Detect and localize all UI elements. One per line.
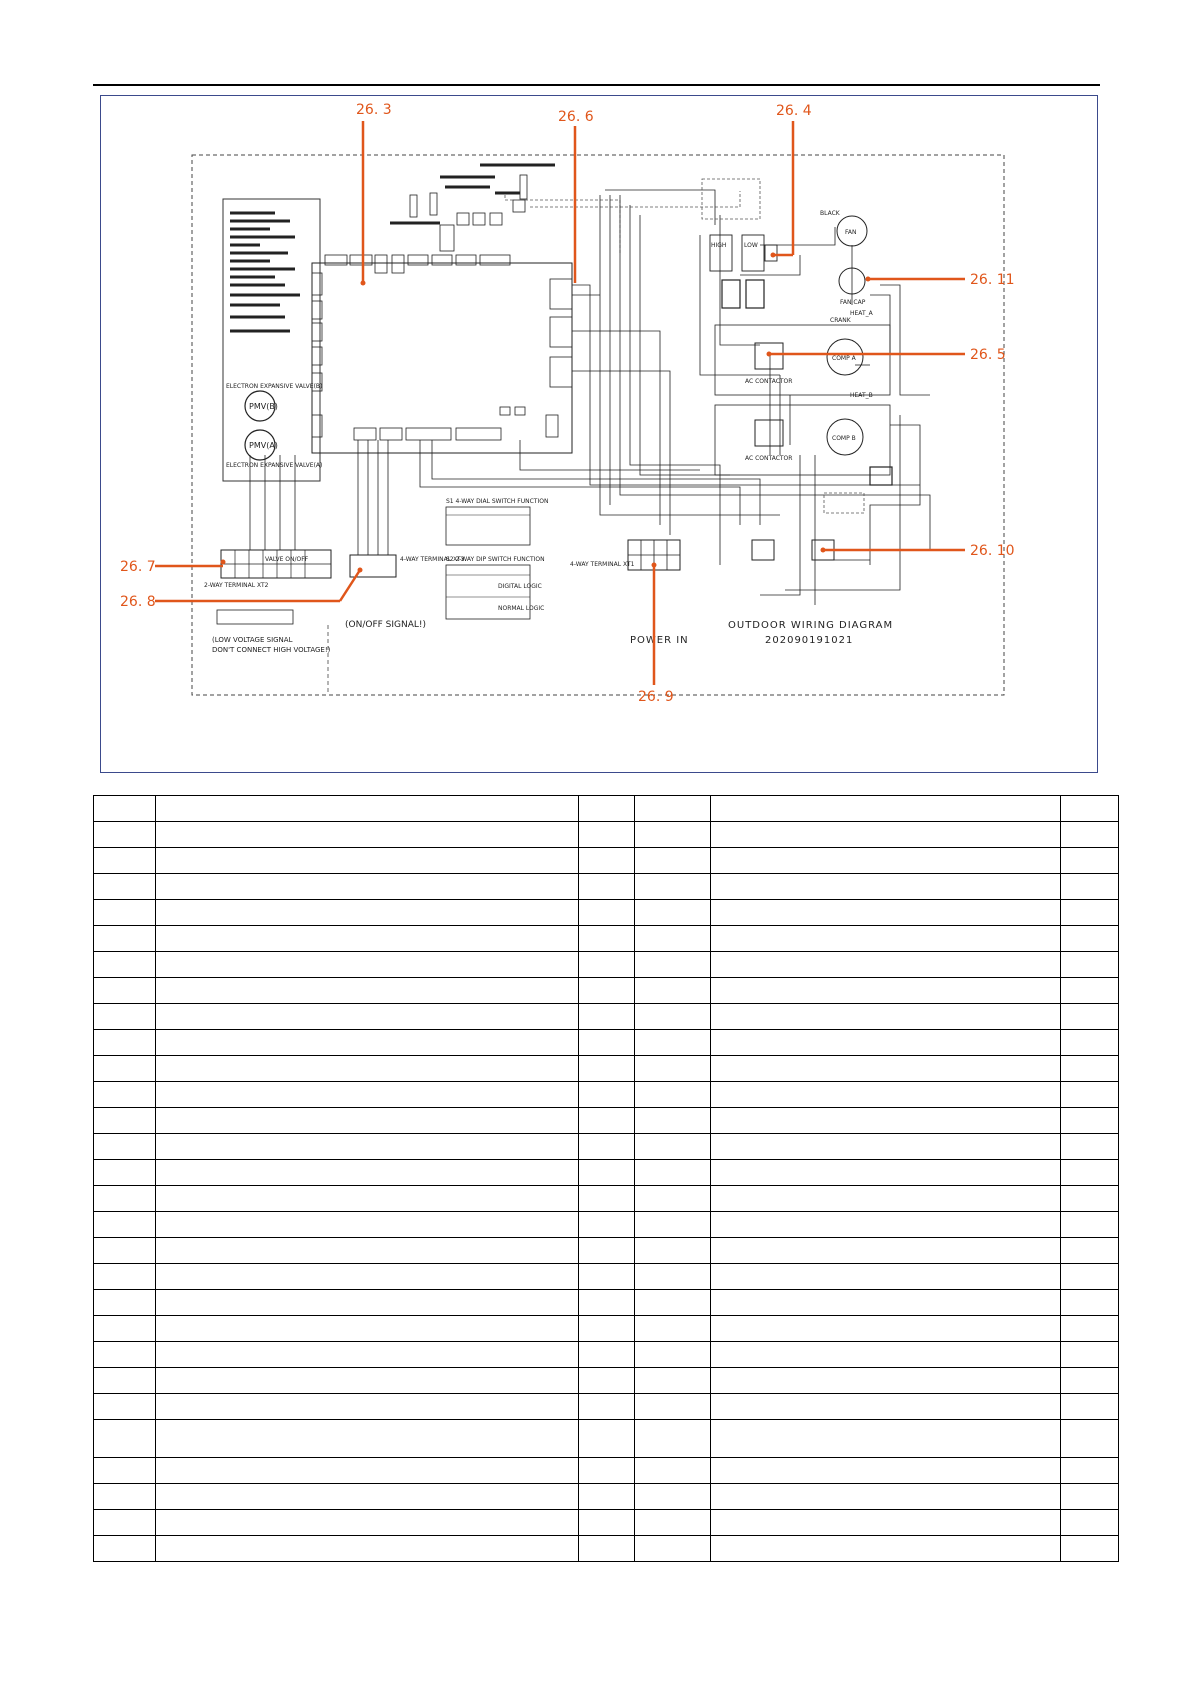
table-cell [1060,1536,1118,1562]
fuse-box [702,179,760,219]
callout-26-9: 26. 9 [638,689,674,705]
table-cell [579,1368,634,1394]
table-cell [1060,1160,1118,1186]
main-pcb [312,263,572,453]
eev-b-label: ELECTRON EXPANSIVE VALVE(B) [226,383,323,390]
table-cell [94,796,156,822]
table-cell [710,900,1060,926]
table-cell [1060,1316,1118,1342]
relay-high-label: HIGH [711,242,727,249]
table-cell [156,1264,579,1290]
table-cell [1060,1238,1118,1264]
table-cell [710,874,1060,900]
table-row [94,822,1119,848]
table-cell [94,1484,156,1510]
table-cell [579,1484,634,1510]
table-cell [710,1342,1060,1368]
table-cell [156,822,579,848]
diagram-title: OUTDOOR WIRING DIAGRAM [728,620,894,631]
parts-table-body [94,796,1119,1562]
fan-cap-label: FAN CAP [840,299,866,306]
table-cell [579,822,634,848]
table-cell [579,848,634,874]
table-cell [94,1186,156,1212]
table-cell [94,1458,156,1484]
contactor-b-block [715,405,890,475]
table-cell [1060,1458,1118,1484]
table-cell [634,874,710,900]
eev-a-label: ELECTRON EXPANSIVE VALVE(A) [226,462,323,469]
table-row [94,1160,1119,1186]
table-cell [579,1536,634,1562]
table-cell [156,1186,579,1212]
table-cell [156,1212,579,1238]
table-cell [634,1316,710,1342]
table-cell [1060,1394,1118,1420]
table-cell [1060,822,1118,848]
table-cell [634,1290,710,1316]
on-off-signal: (ON/OFF SIGNAL!) [345,620,427,630]
table-cell [634,1510,710,1536]
table-cell [710,1290,1060,1316]
table-cell [710,1212,1060,1238]
relay-low [742,235,764,271]
crank-a: CRANK [830,317,851,324]
table-row [94,1342,1119,1368]
table-cell [710,1458,1060,1484]
table-row [94,1290,1119,1316]
table-cell [1060,1420,1118,1458]
table-cell [710,1134,1060,1160]
dip1-table [446,507,530,545]
table-cell [710,1238,1060,1264]
table-cell [579,978,634,1004]
wire-black-fan: BLACK [820,210,840,217]
table-cell [156,926,579,952]
table-row [94,978,1119,1004]
xt2-label: 2-WAY TERMINAL XT2 [204,582,269,589]
table-cell [579,1082,634,1108]
table-row [94,1510,1119,1536]
table-cell [634,1394,710,1420]
table-cell [634,1536,710,1562]
header-rule [93,84,1100,86]
table-cell [579,900,634,926]
table-cell [710,1082,1060,1108]
diagram-code: 202090191021 [765,635,854,646]
wiring-diagram [100,95,1098,773]
table-cell [579,1238,634,1264]
callout-26-7: 26. 7 [120,559,156,575]
table-cell [634,952,710,978]
table-cell [94,1394,156,1420]
table-cell [1060,1134,1118,1160]
table-cell [1060,1030,1118,1056]
table-cell [579,952,634,978]
table-cell [634,1342,710,1368]
table-cell [634,1108,710,1134]
table-cell [94,1264,156,1290]
callout-26-5: 26. 5 [970,347,1006,363]
table-cell [634,848,710,874]
table-cell [579,1212,634,1238]
table-cell [94,848,156,874]
table-row [94,1134,1119,1160]
table-cell [94,1342,156,1368]
table-row [94,1536,1119,1562]
table-cell [710,1160,1060,1186]
table-cell [156,1316,579,1342]
table-row [94,796,1119,822]
table-cell [1060,848,1118,874]
table-cell [1060,1082,1118,1108]
table-row [94,1030,1119,1056]
callout-26-6: 26. 6 [558,109,594,125]
table-row [94,1212,1119,1238]
callout-26-11: 26. 11 [970,272,1015,288]
table-cell [634,1238,710,1264]
table-cell [579,1030,634,1056]
table-cell [94,1056,156,1082]
table-cell [94,1160,156,1186]
table-cell [1060,1368,1118,1394]
table-cell [579,1186,634,1212]
table-cell [579,1108,634,1134]
table-cell [156,978,579,1004]
relay-high [710,235,732,271]
table-cell [94,978,156,1004]
table-cell [634,1056,710,1082]
table-cell [156,1510,579,1536]
table-cell [710,796,1060,822]
table-row [94,1458,1119,1484]
table-row [94,926,1119,952]
table-row [94,1368,1119,1394]
table-cell [634,1186,710,1212]
table-cell [156,848,579,874]
table-row [94,1420,1119,1458]
table-cell [634,978,710,1004]
table-cell [710,1420,1060,1458]
dip2-row2: NORMAL LOGIC [498,605,545,612]
table-cell [94,1316,156,1342]
table-cell [1060,978,1118,1004]
table-cell [156,1004,579,1030]
table-cell [579,874,634,900]
table-cell [94,1108,156,1134]
table-row [94,900,1119,926]
table-cell [1060,900,1118,926]
table-cell [1060,1510,1118,1536]
low-voltage-2: DON'T CONNECT HIGH VOLTAGE!) [212,646,331,654]
table-cell [579,1290,634,1316]
table-cell [156,1056,579,1082]
table-row [94,1082,1119,1108]
table-cell [634,1134,710,1160]
table-cell [579,1134,634,1160]
table-cell [634,1484,710,1510]
table-cell [634,1458,710,1484]
table-cell [1060,1264,1118,1290]
table-cell [1060,1290,1118,1316]
table-row [94,1186,1119,1212]
table-cell [634,926,710,952]
table-cell [156,796,579,822]
table-cell [579,1316,634,1342]
table-cell [156,874,579,900]
table-cell [94,822,156,848]
table-cell [1060,926,1118,952]
parts-table [93,795,1119,1562]
table-cell [156,1134,579,1160]
table-cell [1060,1056,1118,1082]
table-cell [710,1004,1060,1030]
table-cell [634,822,710,848]
power-in-label: POWER IN [630,635,689,646]
table-cell [94,952,156,978]
table-cell [156,1160,579,1186]
table-cell [156,1368,579,1394]
callout-26-10: 26. 10 [970,543,1015,559]
table-cell [1060,796,1118,822]
heat-b: HEAT_B [850,392,873,399]
valve-onoff: VALVE ON/OFF [265,556,309,563]
table-cell [710,978,1060,1004]
comp-a-label: COMP A [832,355,856,362]
table-row [94,1108,1119,1134]
table-cell [579,1342,634,1368]
table-cell [710,822,1060,848]
table-cell [94,1030,156,1056]
table-cell [94,1368,156,1394]
table-cell [579,1510,634,1536]
table-cell [710,1264,1060,1290]
table-cell [579,1160,634,1186]
relay-low-label: LOW [744,242,758,249]
table-row [94,874,1119,900]
table-cell [94,1290,156,1316]
table-cell [156,1484,579,1510]
table-cell [1060,952,1118,978]
table-cell [1060,874,1118,900]
table-cell [579,1394,634,1420]
table-cell [579,926,634,952]
table-cell [94,1004,156,1030]
table-cell [710,1108,1060,1134]
table-cell [156,1458,579,1484]
table-cell [710,1316,1060,1342]
table-cell [710,952,1060,978]
table-cell [634,1420,710,1458]
table-row [94,1264,1119,1290]
table-cell [94,1212,156,1238]
table-cell [1060,1342,1118,1368]
table-cell [634,1082,710,1108]
table-row [94,1056,1119,1082]
table-row [94,1238,1119,1264]
table-cell [156,1394,579,1420]
table-cell [579,1420,634,1458]
table-cell [710,926,1060,952]
table-cell [710,1510,1060,1536]
table-cell [710,1056,1060,1082]
xt1-label: 4-WAY TERMINAL XT1 [570,561,635,568]
table-cell [634,1004,710,1030]
table-cell [94,900,156,926]
dip2-row1: DIGITAL LOGIC [498,583,542,590]
table-cell [710,1536,1060,1562]
pmv-b-label: PMV(B) [249,402,278,411]
table-row [94,1394,1119,1420]
table-cell [710,848,1060,874]
table-cell [94,1536,156,1562]
table-cell [1060,1004,1118,1030]
table-cell [579,1264,634,1290]
ac-contactor-a-label: AC CONTACTOR [745,378,793,385]
ac-contactor-b-label: AC CONTACTOR [745,455,793,462]
table-cell [156,1420,579,1458]
table-cell [579,1458,634,1484]
low-voltage-1: (LOW VOLTAGE SIGNAL [212,636,293,644]
contactor-a-block [715,325,890,395]
heat-a: HEAT_A [850,310,873,317]
comp-b-label: COMP B [832,435,856,442]
pmv-a-label: PMV(A) [249,441,278,450]
table-cell [710,1030,1060,1056]
table-row [94,1316,1119,1342]
table-cell [634,1160,710,1186]
table-cell [94,874,156,900]
callout-26-8: 26. 8 [120,594,156,610]
table-cell [94,1082,156,1108]
dip1-title: S1 4-WAY DIAL SWITCH FUNCTION [446,498,549,505]
table-cell [1060,1186,1118,1212]
unit-boundary [192,155,1004,695]
table-cell [156,1108,579,1134]
table-cell [156,1238,579,1264]
table-cell [156,1030,579,1056]
table-row [94,1004,1119,1030]
table-cell [710,1368,1060,1394]
table-cell [156,900,579,926]
table-cell [634,1212,710,1238]
table-cell [156,1290,579,1316]
table-row [94,952,1119,978]
table-cell [156,1342,579,1368]
table-row [94,1484,1119,1510]
table-row [94,848,1119,874]
table-cell [579,796,634,822]
table-cell [634,1368,710,1394]
table-cell [1060,1108,1118,1134]
table-cell [710,1394,1060,1420]
table-cell [634,796,710,822]
callout-26-4: 26. 4 [776,103,812,119]
table-cell [94,1238,156,1264]
table-cell [579,1004,634,1030]
table-cell [156,952,579,978]
table-cell [634,1030,710,1056]
table-cell [94,1510,156,1536]
table-cell [156,1536,579,1562]
table-cell [156,1082,579,1108]
table-cell [1060,1212,1118,1238]
table-cell [634,900,710,926]
table-cell [94,926,156,952]
table-cell [94,1420,156,1458]
table-cell [94,1134,156,1160]
callout-26-3: 26. 3 [356,102,392,118]
table-cell [634,1264,710,1290]
table-cell [1060,1484,1118,1510]
table-cell [710,1186,1060,1212]
xt3-label: 4-WAY TERMINAL XT3 [400,556,465,563]
table-cell [579,1056,634,1082]
table-cell [710,1484,1060,1510]
dip2-title: S2 2-WAY DIP SWITCH FUNCTION [446,556,545,563]
legend-block [223,199,323,481]
fan-label: FAN [845,229,857,236]
